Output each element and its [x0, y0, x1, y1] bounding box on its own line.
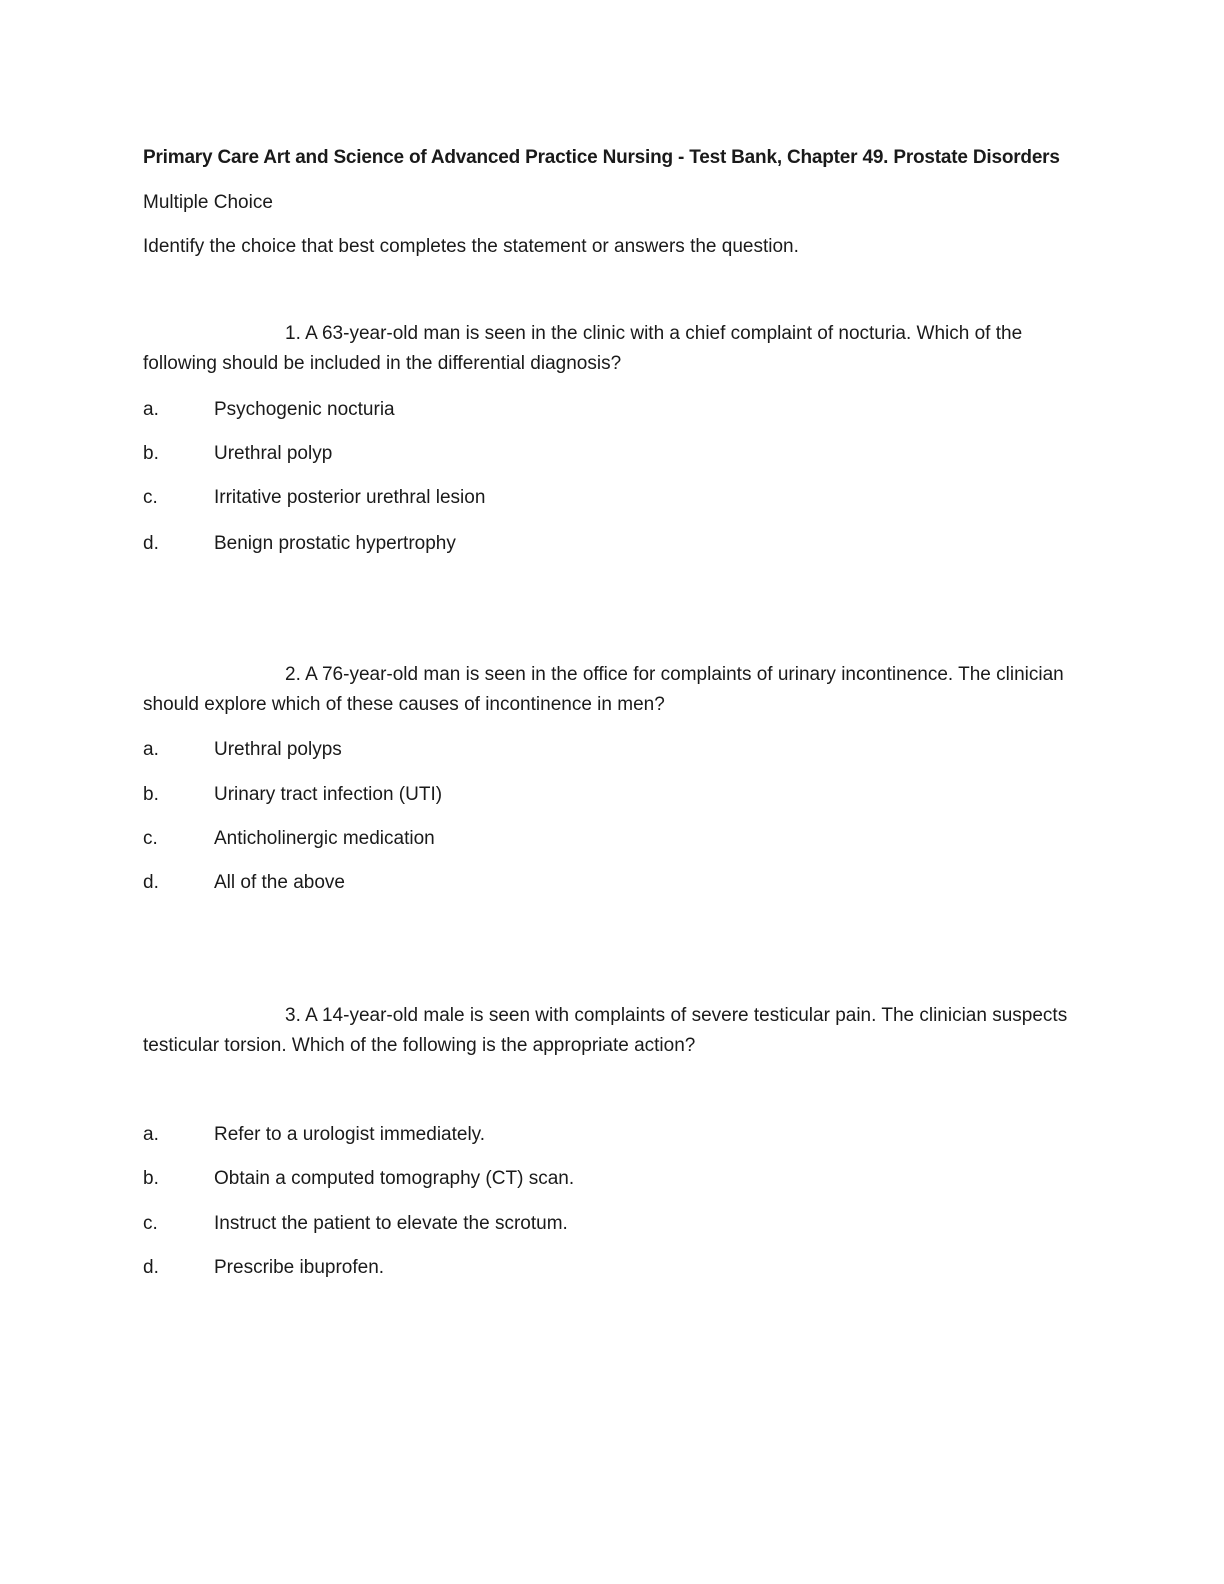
question-1-stem: 1. A 63-year-old man is seen in the clinic with a chief complaint of nocturia. Which of the following should be included in the differential diagnosis? [143, 323, 1023, 374]
instructions-text: Identify the choice that best completes the statement or answers the question. [143, 236, 799, 257]
question-2-stem: 2. A 76-year-old man is seen in the office for complaints of urinary incontinence. The clinician should explore which of these causes of incontinence in men? [143, 664, 1064, 715]
section-label: Multiple Choice [143, 192, 273, 213]
question-2-option-b: b. Urinary tract infection (UTI) [143, 784, 443, 805]
question-2-option-a: a. Urethral polyps [143, 739, 342, 760]
question-3-option-d: d. Prescribe ibuprofen. [143, 1257, 385, 1278]
question-1-option-c: c. Irritative posterior urethral lesion [143, 487, 486, 508]
question-1-option-a: a. Psychogenic nocturia [143, 399, 395, 420]
question-3-option-a: a. Refer to a urologist immediately. [143, 1124, 486, 1145]
question-3-option-c: c. Instruct the patient to elevate the scrotum. [143, 1213, 568, 1234]
question-3-option-b: b. Obtain a computed tomography (CT) scan. [143, 1168, 575, 1189]
question-3-stem: 3. A 14-year-old male is seen with complaints of severe testicular pain. The clinician suspects testicular torsion. Which of the following is the appropriate action? [143, 1005, 1068, 1056]
question-1-option-d: d. Benign prostatic hypertrophy [143, 533, 456, 554]
document-title: Primary Care Art and Science of Advanced Practice Nursing - Test Bank, Chapter 49. Prostate Disorders [143, 147, 1060, 168]
question-1-option-b: b. Urethral polyp [143, 443, 333, 464]
question-2-option-d: d. All of the above [143, 872, 345, 893]
question-2-option-c: c. Anticholinergic medication [143, 828, 435, 849]
